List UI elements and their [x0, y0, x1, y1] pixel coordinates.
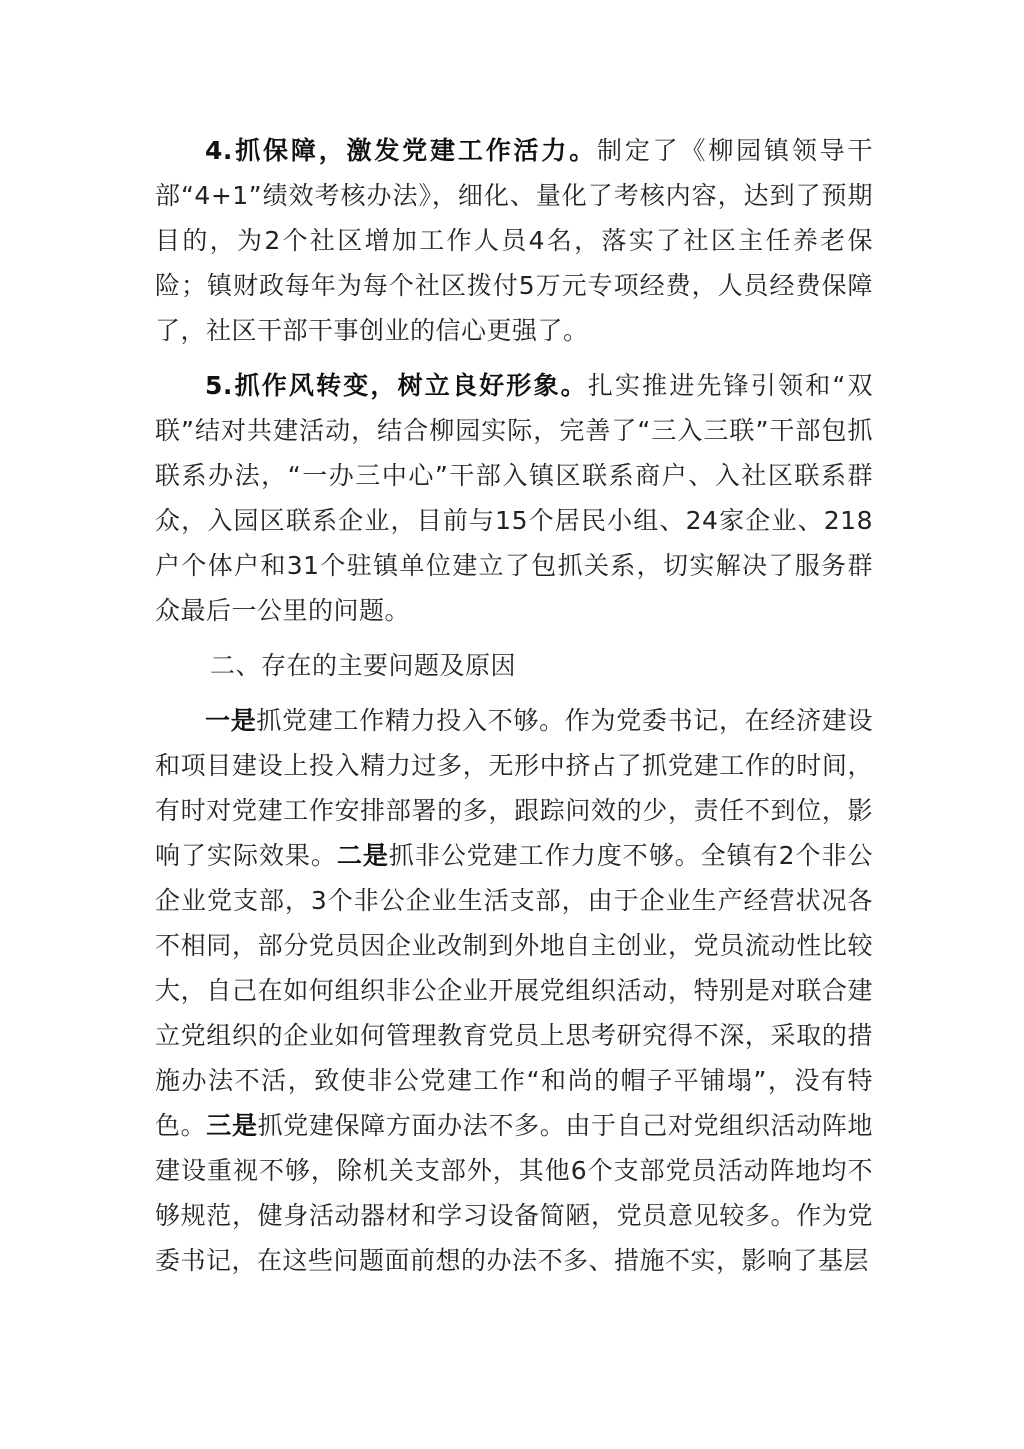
paragraph-problems [155, 698, 873, 1283]
problem-body-2: 抓非公党建工作力度不够。全镇有2个非公企业党支部，3个非公企业生活支部，由于企业生产经营状况各不相同，部分党员因企业改制到外地自主创业，党员流动性比较大，自己在如何组织非公企业开展党组织活动，特别是对联合建立党组织的企业如何管理教育党员上思考研究得不深，采取的措施办法不活，致使非公党建工作“和尚的帽子平铺塌”，没有特色。 [155, 841, 873, 1140]
document-page [155, 128, 873, 1293]
problem-lead-2: 二是 [336, 841, 389, 870]
problem-body-1: 抓党建工作精力投入不够。作为党委书记，在经济建设和项目建设上投入精力过多，无形中挤占了抓党建工作的时间，有时对党建工作安排部署的多，跟踪问效的少，责任不到位，影响了实际效果。 [155, 706, 873, 870]
paragraph-guarantee [155, 128, 873, 353]
problem-lead-1: 一是 [205, 706, 257, 735]
problem-lead-3: 三是 [206, 1111, 258, 1140]
paragraph-lead: 5.抓作风转变，树立良好形象。 [205, 371, 588, 400]
paragraph-work-style [155, 363, 873, 633]
paragraph-lead: 4.抓保障，激发党建工作活力。 [205, 136, 598, 165]
section-heading: 二、存在的主要问题及原因 [210, 651, 517, 680]
problem-body-3: 抓党建保障方面办法不多。由于自己对党组织活动阵地建设重视不够，除机关支部外，其他6个支部党员活动阵地均不够规范，健身活动器材和学习设备简陋，党员意见较多。作为党委书记，在这些问题面前想的办法不多、措施不实，影响了基层 [155, 1111, 873, 1275]
paragraph-body: 制定了《柳园镇领导干部“4+1”绩效考核办法》，细化、量化了考核内容，达到了预期目的，为2个社区增加工作人员4名，落实了社区主任养老保险；镇财政每年为每个社区拨付5万元专项经费，人员经费保障了，社区干部干事创业的信心更强了。 [155, 136, 873, 345]
paragraph-body: 扎实推进先锋引领和“双联”结对共建活动，结合柳园实际，完善了“三入三联”干部包抓联系办法，“一办三中心”干部入镇区联系商户、入社区联系群众，入园区联系企业，目前与15个居民小组、24家企业、218户个体户和31个驻镇单位建立了包抓关系，切实解决了服务群众最后一公里的问题。 [155, 371, 873, 625]
